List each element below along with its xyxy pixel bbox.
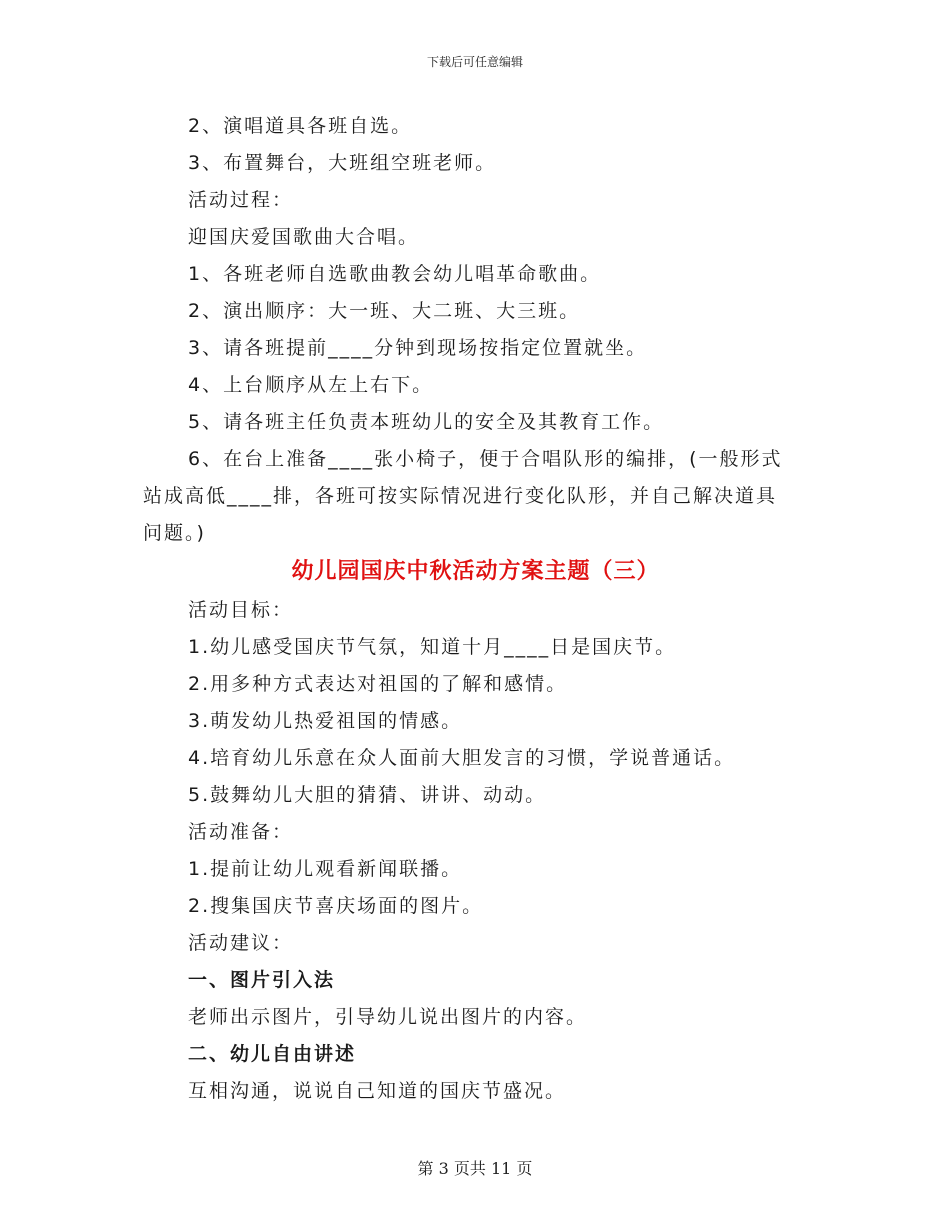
paragraph-line: 互相沟通，说说自己知道的国庆节盛况。 — [188, 1080, 567, 1102]
paragraph-line: 1.提前让幼儿观看新闻联播。 — [188, 858, 463, 880]
paragraph-line: 问题。) — [143, 522, 206, 544]
paragraph-line: 迎国庆爱国歌曲大合唱。 — [188, 226, 420, 248]
paragraph-line: 活动过程： — [188, 189, 294, 211]
subsection-title: 一、图片引入法 — [188, 969, 336, 991]
page-footer-number: 第 3 页共 11 页 — [417, 1159, 533, 1178]
paragraph-line: 2.搜集国庆节喜庆场面的图片。 — [188, 895, 484, 917]
paragraph-line: 4、上台顺序从左上右下。 — [188, 374, 434, 396]
paragraph-line: 3、请各班提前____分钟到现场按指定位置就坐。 — [188, 337, 648, 359]
paragraph-line: 5、请各班主任负责本班幼儿的安全及其教育工作。 — [188, 411, 665, 433]
paragraph-line: 活动建议： — [188, 932, 294, 954]
paragraph-line: 老师出示图片，引导幼儿说出图片的内容。 — [188, 1006, 588, 1028]
subsection-title: 二、幼儿自由讲述 — [188, 1043, 357, 1065]
paragraph-line: 1.幼儿感受国庆节气氛，知道十月____日是国庆节。 — [188, 636, 677, 658]
paragraph-line: 站成高低____排，各班可按实际情况进行变化队形，并自己解决道具 — [143, 485, 778, 507]
paragraph-line: 活动目标： — [188, 599, 294, 621]
paragraph-line: 1、各班老师自选歌曲教会幼儿唱革命歌曲。 — [188, 263, 602, 285]
paragraph-line: 2、演出顺序：大一班、大二班、大三班。 — [188, 300, 581, 322]
page-header-note: 下载后可任意编辑 — [426, 55, 523, 69]
section-title: 幼儿园国庆中秋活动方案主题（三） — [291, 559, 660, 584]
paragraph-line: 6、在台上准备____张小椅子，便于合唱队形的编排，(一般形式 — [188, 448, 783, 470]
paragraph-line: 2、演唱道具各班自选。 — [188, 115, 413, 137]
document-body — [143, 108, 808, 1110]
paragraph-line: 5.鼓舞幼儿大胆的猜猜、讲讲、动动。 — [188, 784, 547, 806]
paragraph-line: 3、布置舞台，大班组空班老师。 — [188, 152, 497, 174]
paragraph-line: 4.培育幼儿乐意在众人面前大胆发言的习惯，学说普通话。 — [188, 747, 736, 769]
paragraph-line: 活动准备： — [188, 821, 294, 843]
paragraph-line: 3.萌发幼儿热爱祖国的情感。 — [188, 710, 463, 732]
paragraph-line: 2.用多种方式表达对祖国的了解和感情。 — [188, 673, 568, 695]
